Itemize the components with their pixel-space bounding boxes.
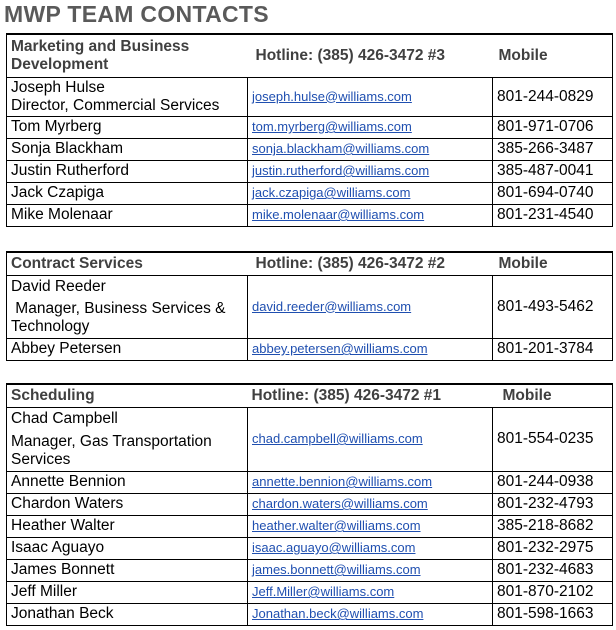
mobile-number: 801-244-0938 bbox=[493, 471, 613, 493]
section-name: Contract Services bbox=[7, 252, 248, 275]
mobile-number: 385-218-8682 bbox=[493, 515, 613, 537]
email-link[interactable]: abbey.petersen@williams.com bbox=[252, 341, 428, 356]
mobile-number: 801-232-4683 bbox=[493, 559, 613, 581]
mobile-number: 801-201-3784 bbox=[493, 338, 613, 360]
contact-name: Justin Rutherford bbox=[7, 160, 248, 182]
email-link[interactable]: jack.czapiga@williams.com bbox=[252, 185, 411, 200]
mobile-number: 385-266-3487 bbox=[493, 138, 613, 160]
table-row bbox=[7, 471, 613, 493]
contact-role: Manager, Gas Transportation bbox=[11, 432, 212, 450]
table-row bbox=[7, 407, 613, 471]
table-row bbox=[7, 581, 613, 603]
contact-name: Chardon Waters bbox=[7, 493, 248, 515]
table-row bbox=[7, 204, 613, 226]
email-link[interactable]: chardon.waters@williams.com bbox=[252, 496, 428, 511]
contact-name: Isaac Aguayo bbox=[7, 537, 248, 559]
contact-name: Joseph Hulse bbox=[11, 78, 105, 96]
email-link[interactable]: chad.campbell@williams.com bbox=[252, 431, 423, 446]
email-link[interactable]: Jeff.Miller@williams.com bbox=[252, 584, 395, 599]
contact-name: Jeff Miller bbox=[7, 581, 248, 603]
email-link[interactable]: mike.molenaar@williams.com bbox=[252, 207, 425, 222]
table-row bbox=[7, 275, 613, 338]
section-hotline: Hotline: (385) 426-3472 #1 bbox=[248, 384, 493, 407]
table-row bbox=[7, 160, 613, 182]
mobile-number: 801-232-4793 bbox=[493, 493, 613, 515]
mobile-number: 801-598-1663 bbox=[493, 603, 613, 625]
email-link[interactable]: isaac.aguayo@williams.com bbox=[252, 540, 416, 555]
mobile-header: Mobile bbox=[493, 34, 613, 77]
page-title: MWP TEAM CONTACTS bbox=[4, 1, 269, 27]
mobile-number: 801-493-5462 bbox=[493, 275, 613, 338]
table-row bbox=[7, 77, 613, 116]
mobile-number: 801-554-0235 bbox=[493, 407, 613, 471]
email-link[interactable]: sonja.blackham@williams.com bbox=[252, 141, 430, 156]
mobile-number: 801-244-0829 bbox=[493, 77, 613, 116]
email-link[interactable]: joseph.hulse@williams.com bbox=[252, 88, 412, 104]
contract-services-table bbox=[6, 251, 613, 361]
contact-role: Director, Commercial Services bbox=[11, 96, 220, 114]
section-hotline: Hotline: (385) 426-3472 #2 bbox=[248, 252, 493, 275]
table-row bbox=[7, 116, 613, 138]
contact-role: Services bbox=[11, 450, 71, 468]
contact-role: Technology bbox=[11, 317, 90, 335]
contact-name: Heather Walter bbox=[7, 515, 248, 537]
contact-name: Mike Molenaar bbox=[7, 204, 248, 226]
contact-name: James Bonnett bbox=[7, 559, 248, 581]
table-row bbox=[7, 559, 613, 581]
mobile-number: 801-232-2975 bbox=[493, 537, 613, 559]
table-row bbox=[7, 138, 613, 160]
contact-name: Sonja Blackham bbox=[7, 138, 248, 160]
section-header bbox=[7, 34, 613, 77]
mobile-number: 801-971-0706 bbox=[493, 116, 613, 138]
contact-name: Jonathan Beck bbox=[7, 603, 248, 625]
table-row bbox=[7, 515, 613, 537]
email-link[interactable]: tom.myrberg@williams.com bbox=[252, 119, 412, 134]
mobile-header: Mobile bbox=[493, 252, 613, 275]
section-hotline: Hotline: (385) 426-3472 #3 bbox=[248, 34, 493, 77]
contact-name: Tom Myrberg bbox=[7, 116, 248, 138]
email-link[interactable]: heather.walter@williams.com bbox=[252, 518, 421, 533]
section-header bbox=[7, 384, 613, 407]
email-link[interactable]: james.bonnett@williams.com bbox=[252, 562, 421, 577]
contact-name: Chad Campbell bbox=[11, 409, 118, 427]
section-header bbox=[7, 252, 613, 275]
contact-role: Manager, Business Services & bbox=[11, 299, 226, 317]
contact-name: Abbey Petersen bbox=[7, 338, 248, 360]
table-row bbox=[7, 603, 613, 625]
marketing-contacts-table bbox=[6, 33, 613, 227]
mobile-number: 801-231-4540 bbox=[493, 204, 613, 226]
email-link[interactable]: david.reeder@williams.com bbox=[252, 298, 412, 314]
email-link[interactable]: justin.rutherford@williams.com bbox=[252, 163, 430, 178]
table-row bbox=[7, 182, 613, 204]
table-row bbox=[7, 338, 613, 360]
scheduling-table bbox=[6, 383, 613, 626]
table-row bbox=[7, 493, 613, 515]
mobile-header: Mobile bbox=[493, 384, 613, 407]
contact-name: David Reeder bbox=[11, 277, 106, 295]
section-name: Marketing and Business Development bbox=[7, 34, 248, 77]
email-link[interactable]: annette.bennion@williams.com bbox=[252, 474, 433, 489]
contact-name: Annette Bennion bbox=[7, 471, 248, 493]
mobile-number: 801-694-0740 bbox=[493, 182, 613, 204]
contact-name: Jack Czapiga bbox=[7, 182, 248, 204]
section-name: Scheduling bbox=[7, 384, 248, 407]
email-link[interactable]: Jonathan.beck@williams.com bbox=[252, 606, 424, 621]
mobile-number: 385-487-0041 bbox=[493, 160, 613, 182]
table-row bbox=[7, 537, 613, 559]
mobile-number: 801-870-2102 bbox=[493, 581, 613, 603]
